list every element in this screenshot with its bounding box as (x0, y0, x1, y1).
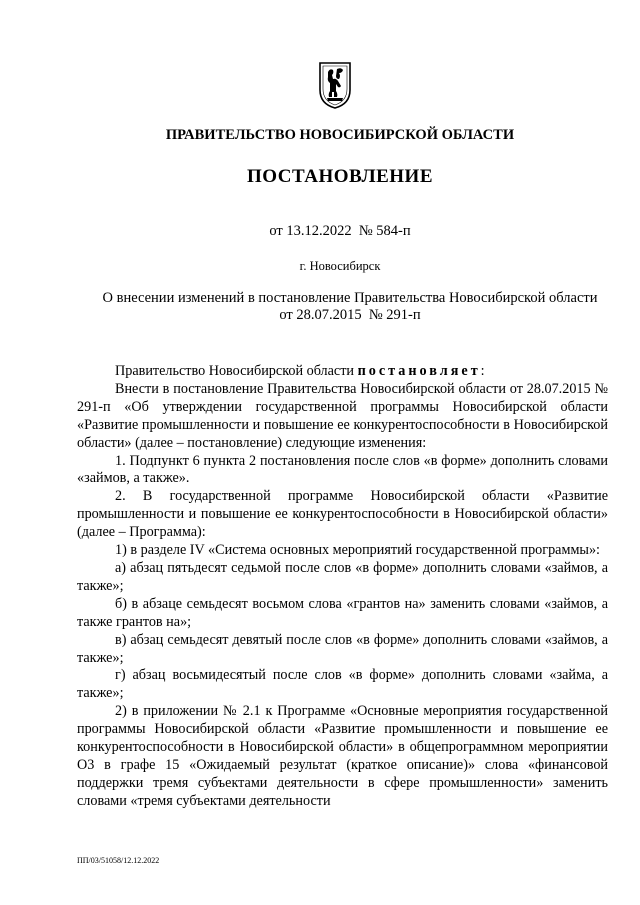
coat-of-arms-icon (317, 60, 353, 110)
document-subject (70, 290, 630, 324)
intro-colon: : (480, 363, 485, 379)
paragraph: 1. Подпункт 6 пункта 2 постановления после слов «в форме» дополнить словами «займов, а также». (77, 452, 608, 487)
paragraph: 2. В государственной программе Новосибирской области «Развитие промышленности и повышение ее конкурентоспособности в Новосибирской области» (далее – Программа): (77, 488, 608, 541)
document-city: г. Новосибирск (299, 259, 381, 273)
intro-verb: постановляет (357, 363, 481, 379)
organization-title: ПРАВИТЕЛЬСТВО НОВОСИБИРСКОЙ ОБЛАСТИ (165, 127, 515, 143)
paragraph: б) в абзаце семьдесят восьмом слова «грантов на» заменить словами «займов, а также грантов на»; (77, 595, 608, 630)
document-body (77, 363, 608, 811)
document-type: ПОСТАНОВЛЕНИЕ (246, 166, 434, 187)
subject-line-1: О внесении изменений в постановление Правительства Новосибирской области (102, 290, 598, 306)
document-date-number: от 13.12.2022 № 584-п (269, 223, 411, 239)
intro-paragraph (77, 363, 608, 381)
paragraph: г) абзац восьмидесятый после слов «в форме» дополнить словами «займа, а также»; (77, 667, 608, 702)
intro-lead: Правительство Новосибирской области (115, 363, 358, 379)
paragraph: 2) в приложении № 2.1 к Программе «Основные мероприятия государственной программы Новосибирской области «Развитие промышленности и повышение ее конкурентоспособности в Новосибирской области» в общепрограммном мероприятии О3 в графе 15 «Ожидаемый результат (краткое описание)» слова «финансовой поддержки тремя субъектами деятельности в сфере промышленности» заменить словами «тремя субъектами деятельности (77, 703, 608, 809)
paragraph: 1) в разделе IV «Система основных мероприятий государственной программы»: (115, 542, 600, 559)
paragraph: а) абзац пятьдесят седьмой после слов «в форме» дополнить словами «займов, а также»; (77, 559, 608, 594)
paragraph: Внести в постановление Правительства Новосибирской области от 28.07.2015 № 291-п «Об утверждении государственной программы Новосибирской области «Развитие промышленности и повышение ее конкурентоспособности в Новосибирской области» (далее – постановление) следующие изменения: (77, 380, 608, 451)
subject-line-2: от 28.07.2015 № 291-п (279, 307, 421, 323)
paragraph: в) абзац семьдесят девятый после слов «в форме» дополнить словами «займов, а также»; (77, 631, 608, 666)
footer-doc-code: ПП/03/51058/12.12.2022 (77, 856, 160, 865)
